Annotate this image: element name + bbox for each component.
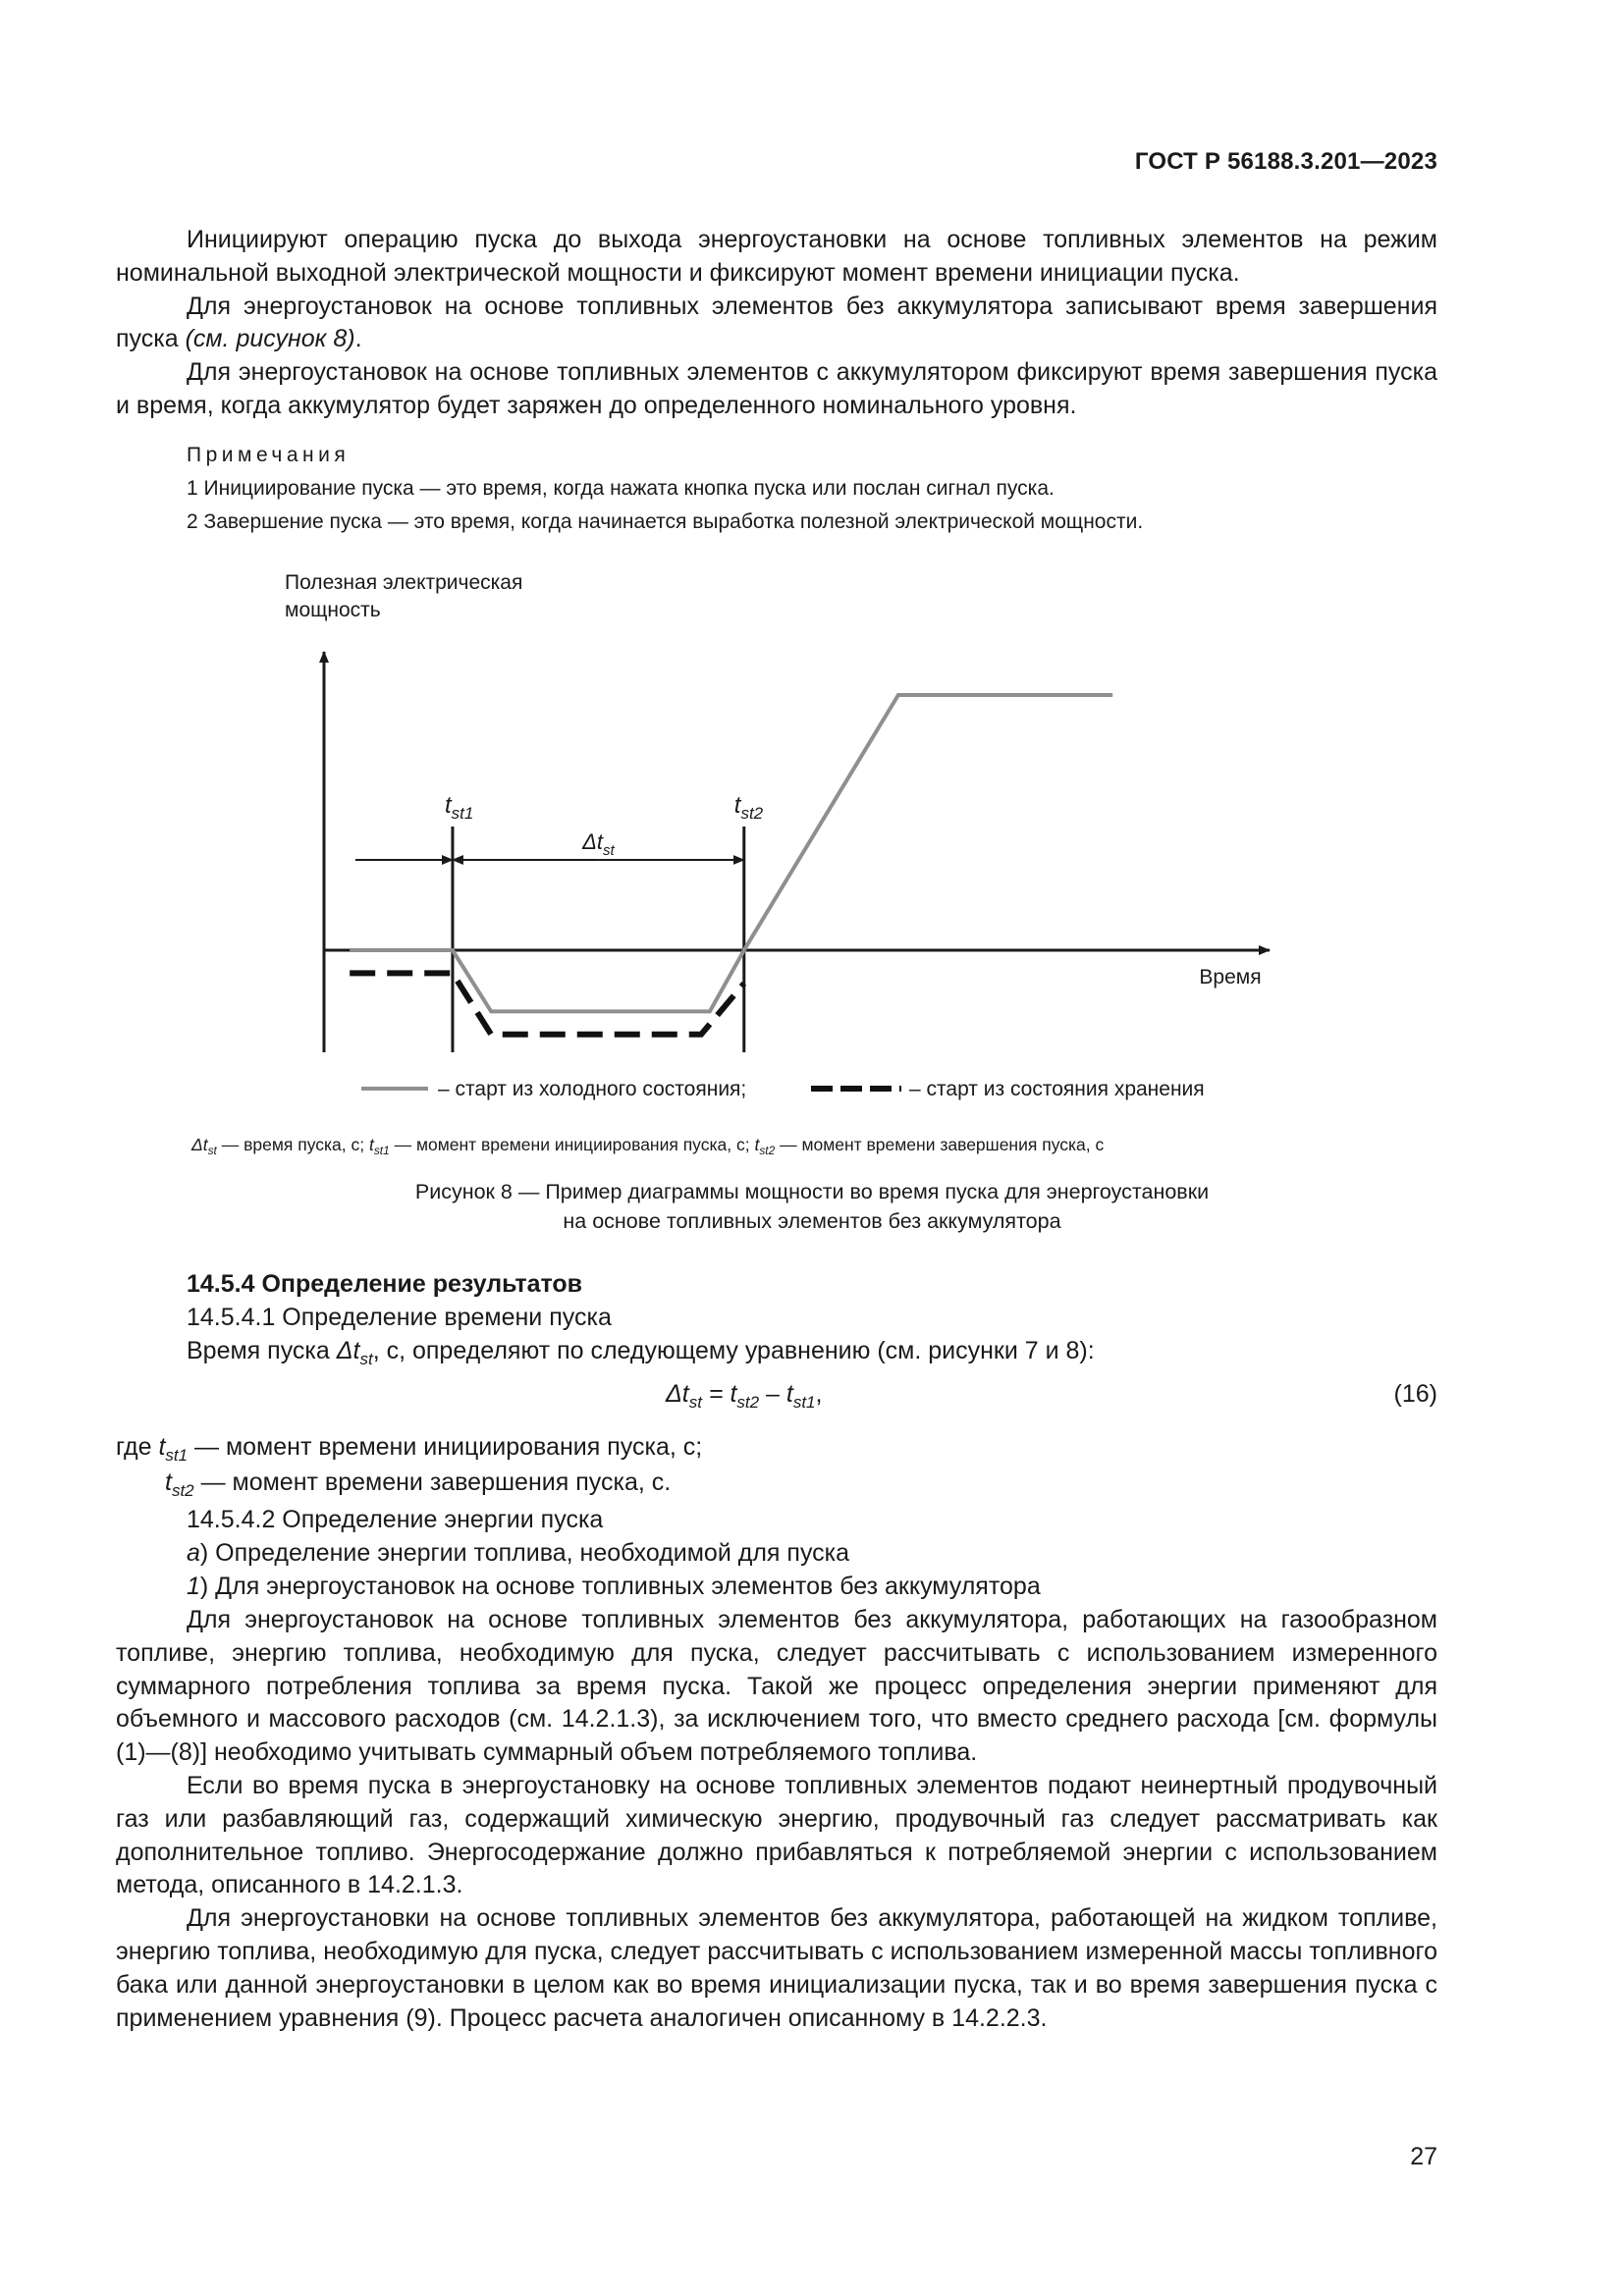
legend-delta-sub: st <box>207 1144 217 1158</box>
where-line-1 <box>116 1433 703 1465</box>
eq-sub2: st2 <box>736 1392 760 1412</box>
intro-paragraph-1: Инициируют операцию пуска до выхода энергоустановки на основе топливных элементов на режим номинальной выходной электрической мощности и фиксируют момент времени инициации пуска. <box>116 226 1437 287</box>
figure-caption <box>0 1177 1624 1236</box>
y-axis-label-line-2: мощность <box>285 599 381 621</box>
eq-sub1: st1 <box>792 1392 816 1412</box>
equation-number: (16) <box>1393 1380 1437 1408</box>
where-line-2 <box>165 1468 672 1500</box>
list-item-a-letter: а <box>187 1539 200 1567</box>
caption-line-2: на основе топливных элементов без аккумулятора <box>563 1209 1061 1233</box>
legend-t2-symbol: t <box>754 1135 760 1154</box>
intro-paragraph-3: Для энергоустановок на основе топливных элементов с аккумулятором фиксируют время завершения пуска и время, когда аккумулятор будет заряжен до определенного номинального уровня. <box>116 358 1437 419</box>
figure-legend-note <box>191 1135 1105 1158</box>
body-paragraph-2: Если во время пуска в энергоустановку на основе топливных элементов подают неинертный продувочный газ или разбавляющий газ, содержащий химическую энергию, продувочный газ следует рассматривать как дополнительное топливо. Энергосодержание должно прибавляться к потребляемой энергии с использованием метода, описанного в 14.2.1.3. <box>116 1771 1437 1899</box>
series-line-storage-start <box>350 973 744 1034</box>
eq-minus: – t <box>759 1380 793 1408</box>
body-paragraph-3: Для энергоустановки на основе топливных элементов без аккумулятора, работающей на жидком топливе, энергию топлива, необходимую для пуска, следует рассчитывать с использованием измеренной массы топливного бака или данной энергоустановки в целом как во время инициализации пуска, так и во время завершения пуска с применением уравнения (9). Процесс расчета аналогичен описанному в 14.2.2.3. <box>116 1904 1437 2032</box>
where-t1-sub: st1 <box>165 1445 189 1465</box>
startup-power-chart <box>0 0 1624 1129</box>
where-t2: t <box>165 1468 172 1496</box>
legend-t1-text: — момент времени инициирования пуска, с; <box>389 1135 755 1154</box>
document-id: ГОСТ Р 56188.3.201—2023 <box>1134 148 1437 175</box>
intro-p2-end: . <box>354 325 362 353</box>
legend-t1-sub: st1 <box>373 1144 390 1158</box>
legend-t1-symbol: t <box>368 1135 374 1154</box>
legend-label-cold-start: – старт из холодного состояния; <box>438 1078 747 1100</box>
body-paragraph-1: Для энергоустановок на основе топливных элементов без аккумулятора, работающих на газообразном топливе, энергию топлива, необходимую для пуска, следует рассчитывать с использованием измеренного суммарного потребления топлива за время пуска. Такой же процесс определения энергии применяют для объемного и массового расходов (см. 14.2.1.3), за исключением того, что вместо среднего расхода [см. формулы (1)—(8)] необходимо учитывать суммарный объем потребляемого топлива. <box>116 1606 1437 1767</box>
intro-p2-figure-ref: (см. рисунок 8) <box>185 325 355 353</box>
where-text-1: — момент времени инициирования пуска, с; <box>188 1433 703 1461</box>
eq-lhs: Δt <box>666 1380 689 1408</box>
intro-p2-text: Для энергоустановок на основе топливных элементов без аккумулятора записывают время завершения пуска <box>116 292 1437 353</box>
series-line-cold-start <box>350 695 1112 1011</box>
chart-plot-area <box>285 571 1270 1100</box>
legend-delta-text: — время пуска, с; <box>216 1135 369 1154</box>
list-item-1 <box>187 1571 1041 1604</box>
eq-mid: = t <box>701 1380 737 1408</box>
equation-16 <box>666 1380 823 1412</box>
note-2: 2 Завершение пуска — это время, когда начинается выработка полезной электрической мощности. <box>187 510 1144 533</box>
legend-label-storage-start: – старт из состояния хранения <box>909 1078 1205 1100</box>
where-text-2: — момент времени завершения пуска, с. <box>193 1468 672 1496</box>
marker-label-tst2: $t_{st2}$ <box>733 792 764 823</box>
where-word: где <box>116 1433 159 1461</box>
where-t2-sub: st2 <box>171 1480 194 1500</box>
marker-label-tst1: $t_{st1}$ <box>444 792 474 823</box>
list-item-1-text: ) Для энергоустановок на основе топливных элементов без аккумулятора <box>199 1573 1041 1600</box>
equation-intro-rest: , с, определяют по следующему уравнению (см. рисунки 7 и 8): <box>372 1337 1095 1364</box>
where-t1: t <box>158 1433 166 1461</box>
legend-delta-symbol: Δt <box>191 1135 208 1154</box>
delta-tst-label: $\Delta t_{st}$ <box>582 829 615 859</box>
notes-title: Примечания <box>187 444 351 466</box>
legend-t2-text: — момент времени завершения пуска, с <box>775 1135 1105 1154</box>
list-item-1-number: 1 <box>187 1573 200 1600</box>
subsection-14-5-4-2: 14.5.4.2 Определение энергии пуска <box>187 1506 604 1533</box>
x-axis-label: Время <box>1199 966 1262 988</box>
eq-end: , <box>815 1380 823 1408</box>
equation-intro-text: Время пуска <box>187 1337 337 1364</box>
caption-line-1: Рисунок 8 — Пример диаграммы мощности во время пуска для энергоустановки <box>414 1180 1210 1203</box>
page-number: 27 <box>1410 2143 1437 2170</box>
legend-t2-sub: st2 <box>759 1144 776 1158</box>
equation-intro-symbol: Δt <box>336 1337 360 1364</box>
eq-lhs-sub: st <box>688 1392 702 1412</box>
equation-intro <box>187 1335 1095 1368</box>
list-item-a-text: ) Определение энергии топлива, необходимой для пуска <box>199 1539 850 1567</box>
section-heading: 14.5.4 Определение результатов <box>187 1270 583 1298</box>
body-text <box>116 1604 1437 2035</box>
subsection-14-5-4-1: 14.5.4.1 Определение времени пуска <box>187 1304 612 1331</box>
note-1: 1 Инициирование пуска — это время, когда нажата кнопка пуска или послан сигнал пуска. <box>187 477 1055 500</box>
y-axis-label-line-1: Полезная электрическая <box>285 571 523 594</box>
equation-intro-sub: st <box>359 1349 373 1368</box>
list-item-a <box>187 1537 849 1571</box>
